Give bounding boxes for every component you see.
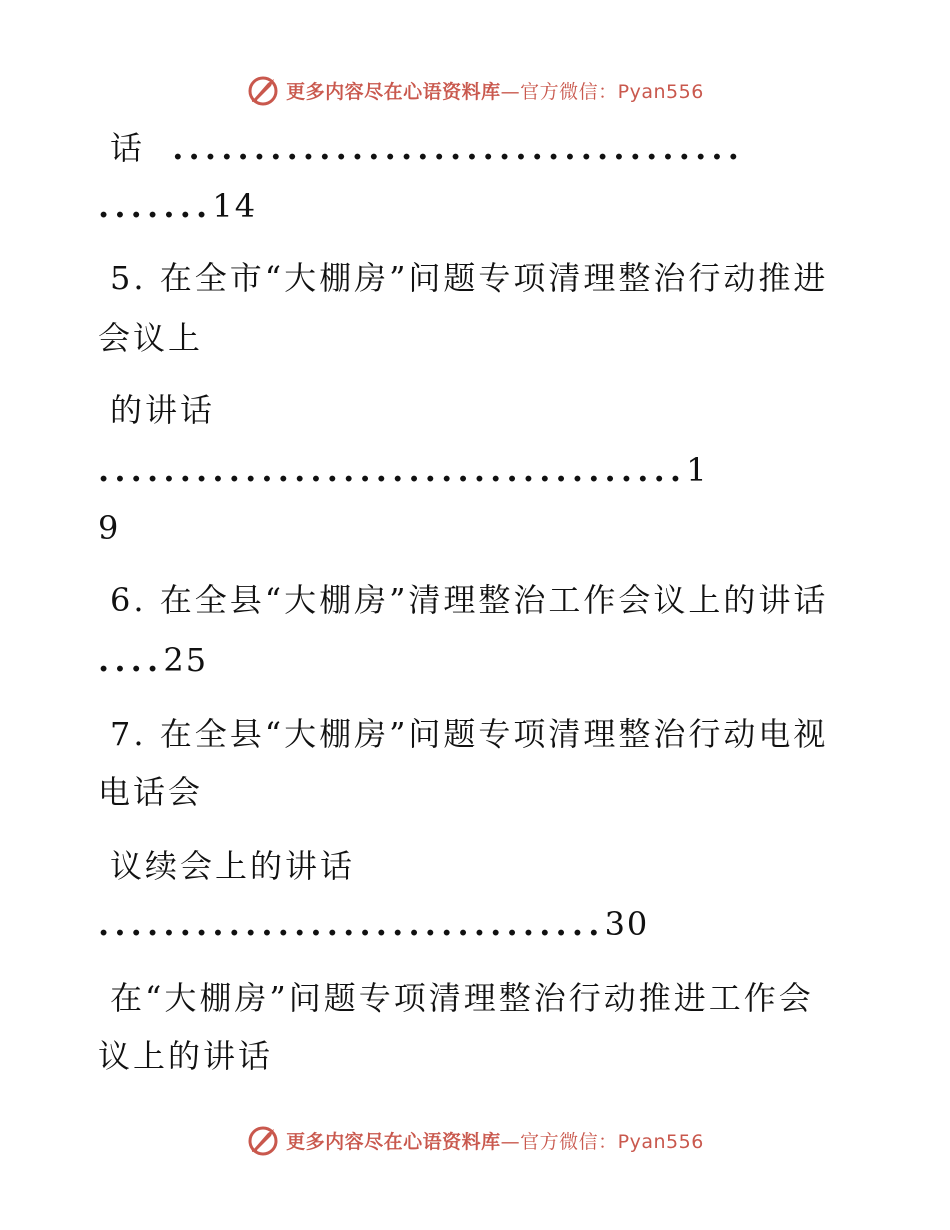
toc-line-1 [98, 128, 744, 168]
quill-logo-icon [246, 73, 280, 107]
toc-entry-7-dots: ............................... [98, 905, 605, 943]
footer-watermark-banner [0, 1118, 950, 1162]
toc-line-1-text: 话 [110, 129, 146, 167]
toc-entry-5-line-c: 的讲话 [110, 391, 216, 429]
toc-line-2-dots: ....... [98, 187, 213, 225]
header-separator: — [500, 80, 521, 103]
toc-entry-7-dots-line [98, 904, 649, 944]
toc-entry-5-line-b: 会议上 [98, 319, 204, 357]
toc-entry-5-dots: .................................... [98, 451, 687, 489]
header-contact-text: 官方微信：Pyan556 [520, 80, 704, 103]
toc-line-2-page: 14 [212, 187, 258, 225]
footer-separator: — [500, 1130, 521, 1153]
toc-line-1-dots: ................................... [172, 129, 745, 167]
toc-entry-6-page: 25 [163, 641, 209, 679]
toc-entry-5-line-a: 5. 在全市“大棚房”问题专项清理整治行动推进 [110, 259, 829, 297]
toc-entry-7-page: 30 [604, 905, 650, 943]
header-watermark-banner [0, 68, 950, 112]
toc-line-2 [98, 186, 257, 226]
body-title-line-a: 在“大棚房”问题专项清理整治行动推进工作会 [110, 979, 814, 1017]
toc-entry-5-page-part-2: 9 [98, 509, 122, 547]
footer-watermark-text [286, 1127, 704, 1154]
toc-entry-5-page-part-1: 1 [686, 451, 709, 489]
toc-entry-7-line-b: 电话会 [98, 773, 204, 811]
body-title-line-b: 议上的讲话 [98, 1037, 274, 1075]
footer-site-text: 更多内容尽在心语资料库 [286, 1130, 501, 1153]
toc-entry-6-dots-line [98, 640, 208, 680]
footer-contact-text: 官方微信：Pyan556 [520, 1130, 704, 1153]
quill-logo-icon [246, 1123, 280, 1157]
toc-entry-7-line-a: 7. 在全县“大棚房”问题专项清理整治行动电视 [110, 715, 829, 753]
header-site-text: 更多内容尽在心语资料库 [286, 80, 501, 103]
toc-entry-6-dots: .... [98, 641, 164, 679]
header-watermark-text [286, 77, 704, 104]
toc-entry-5-dots-line [98, 450, 709, 490]
toc-entry-7-line-c: 议续会上的讲话 [110, 847, 356, 885]
toc-entry-6-line-a: 6. 在全县“大棚房”清理整治工作会议上的讲话 [110, 581, 829, 619]
